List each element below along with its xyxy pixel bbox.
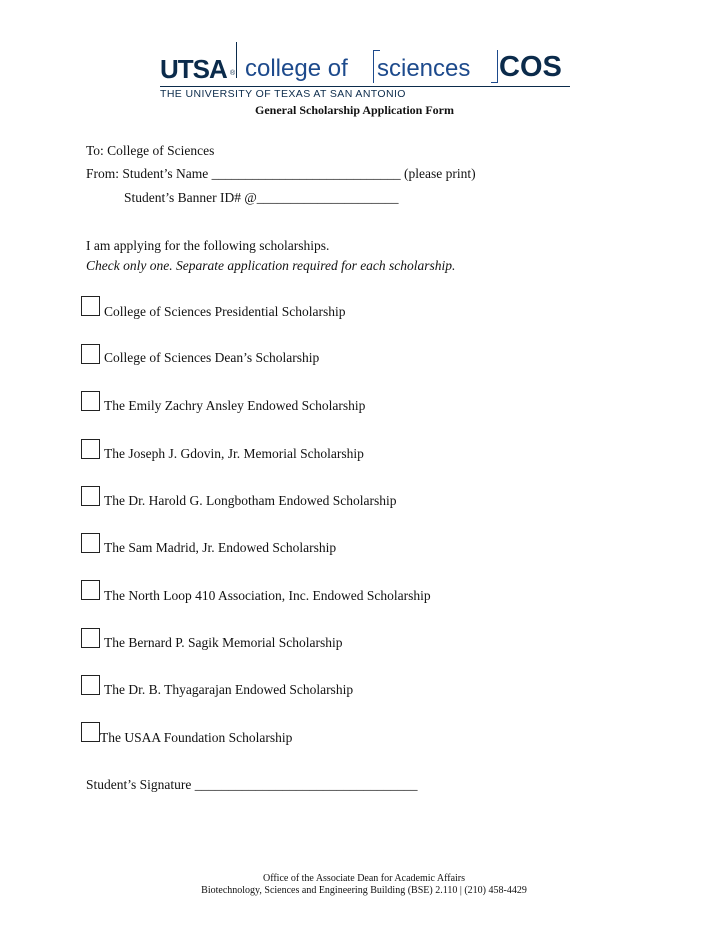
instruction-text: Check only one. Separate application required for each scholarship.	[86, 258, 456, 273]
scholarship-label-ansley: The Emily Zachry Ansley Endowed Scholarship	[104, 398, 366, 413]
utsa-wordmark: UTSA	[160, 54, 227, 84]
footer-office: Office of the Associate Dean for Academic Affairs	[262, 873, 466, 884]
scholarship-label-gdovin: The Joseph J. Gdovin, Jr. Memorial Scholarship	[104, 446, 364, 461]
registered-mark: ®	[230, 70, 236, 77]
checkbox-usaa[interactable]	[81, 722, 100, 742]
from-name-line[interactable]: From: Student’s Name ____________________________ (please print)	[86, 166, 476, 181]
checkbox-longbotham[interactable]	[81, 486, 100, 506]
logo-divider	[236, 42, 237, 78]
scholarship-label-north-loop: The North Loop 410 Association, Inc. Endowed Scholarship	[104, 588, 431, 603]
cos-logo	[160, 40, 572, 102]
cos-wordmark: COS	[499, 51, 562, 83]
banner-id-line[interactable]: Student’s Banner ID# @_____________________	[124, 190, 399, 205]
scholarship-label-thyagarajan: The Dr. B. Thyagarajan Endowed Scholarship	[104, 682, 354, 697]
college-of-text: college of	[245, 55, 348, 82]
scholarship-label-longbotham: The Dr. Harold G. Longbotham Endowed Scholarship	[104, 493, 397, 508]
scholarship-label-presidential: College of Sciences Presidential Scholarship	[104, 304, 346, 319]
checkbox-gdovin[interactable]	[81, 439, 100, 459]
sciences-bracket-right	[491, 50, 498, 83]
footer-address: Biotechnology, Sciences and Engineering Building (BSE) 2.110 | (210) 458-4429	[201, 885, 527, 896]
checkbox-sagik[interactable]	[81, 628, 100, 648]
checkbox-presidential[interactable]	[81, 296, 100, 316]
form-title: General Scholarship Application Form	[255, 103, 455, 117]
university-name: THE UNIVERSITY OF TEXAS AT SAN ANTONIO	[160, 88, 406, 100]
scholarship-label-usaa: The USAA Foundation Scholarship	[100, 730, 293, 745]
checkbox-dean[interactable]	[81, 344, 100, 364]
signature-line[interactable]: Student’s Signature _________________________________	[86, 777, 418, 792]
checkbox-thyagarajan[interactable]	[81, 675, 100, 695]
scholarship-label-sagik: The Bernard P. Sagik Memorial Scholarship	[104, 635, 343, 650]
sciences-text: sciences	[377, 55, 471, 82]
intro-text: I am applying for the following scholarships.	[86, 238, 330, 253]
checkbox-ansley[interactable]	[81, 391, 100, 411]
checkbox-madrid[interactable]	[81, 533, 100, 553]
scholarship-label-madrid: The Sam Madrid, Jr. Endowed Scholarship	[104, 540, 337, 555]
to-line: To: College of Sciences	[86, 143, 215, 158]
scholarship-label-dean: College of Sciences Dean’s Scholarship	[104, 350, 320, 365]
logo-rule	[160, 86, 570, 87]
checkbox-north-loop[interactable]	[81, 580, 100, 600]
